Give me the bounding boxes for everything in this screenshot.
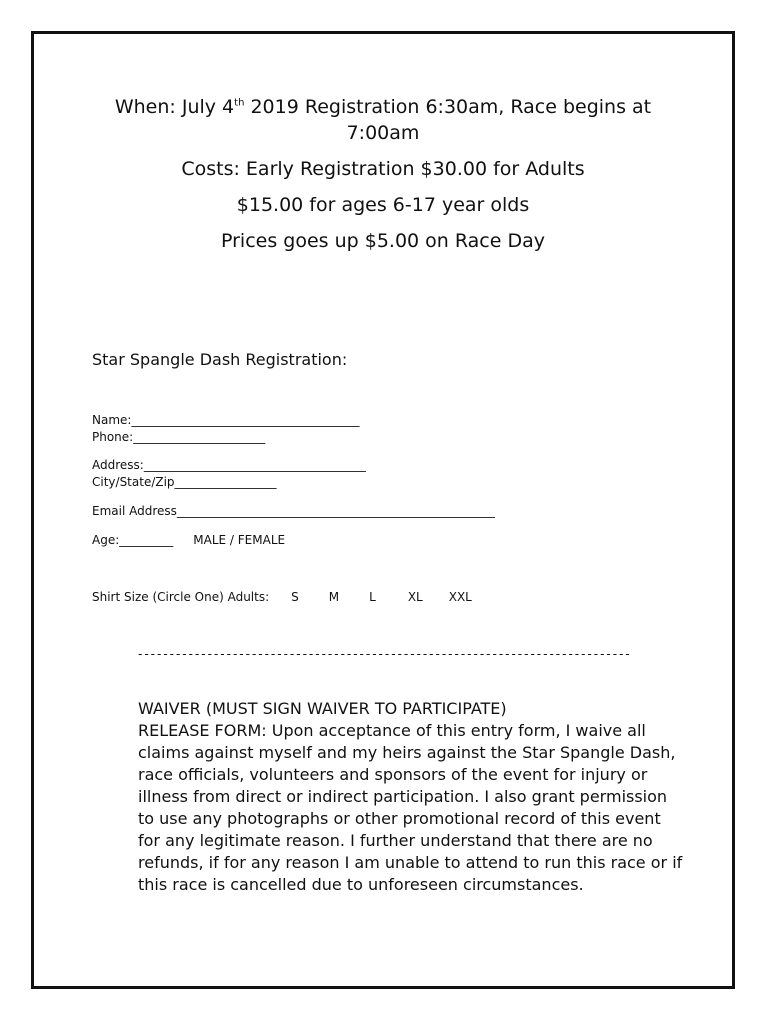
shirt-size-l[interactable]: L	[369, 590, 376, 604]
waiver-title: WAIVER (MUST SIGN WAIVER TO PARTICIPATE)	[138, 699, 507, 718]
shirt-size-xxl[interactable]: XXL	[448, 590, 472, 604]
event-info-header	[34, 94, 732, 254]
shirt-size-row	[92, 590, 472, 604]
age-field	[92, 533, 285, 548]
email-field[interactable]: Email Address_____________________________________________________	[92, 504, 495, 518]
name-field[interactable]: Name:______________________________________	[92, 413, 360, 427]
address-field[interactable]: Address:_____________________________________	[92, 458, 366, 472]
registration-title: Star Spangle Dash Registration:	[92, 350, 348, 369]
waiver-body: RELEASE FORM: Upon acceptance of this entry form, I waive all claims against myself and my heirs against the Star Spangle Dash, race officials, volunteers and sponsors of the event for injury or illness from direct or indirect participation. I also grant permission to use any photographs or other promotional record of this event for any legitimate reason. I further understand that there are no refunds, if for any reason I am unable to attend to run this race or if this race is cancelled due to unforeseen circumstances.	[138, 721, 683, 894]
waiver-section	[138, 698, 683, 896]
phone-field[interactable]: Phone:______________________	[92, 430, 266, 444]
cut-line-separator: ------------------------------------------------------------------------------	[138, 647, 632, 661]
when-prefix: When: July 4	[114, 96, 235, 118]
shirt-size-xl[interactable]: XL	[407, 590, 423, 604]
when-suffix: 2019 Registration 6:30am, Race begins at 7:00am	[244, 96, 652, 144]
event-when	[83, 94, 683, 146]
when-superscript: th	[234, 97, 245, 109]
event-race-day-price: Prices goes up $5.00 on Race Day	[220, 230, 545, 252]
shirt-size-m[interactable]: M	[328, 590, 340, 604]
event-costs: Costs: Early Registration $30.00 for Adults	[181, 158, 585, 180]
registration-form-page	[31, 31, 735, 989]
gender-option[interactable]: MALE / FEMALE	[193, 533, 286, 547]
event-youth-cost: $15.00 for ages 6-17 year olds	[236, 194, 530, 216]
city-state-zip-field[interactable]: City/State/Zip_________________	[92, 475, 277, 489]
shirt-size-s[interactable]: S	[291, 590, 299, 604]
shirt-size-label: Shirt Size (Circle One) Adults:	[92, 590, 270, 604]
age-input[interactable]: Age:_________	[92, 533, 174, 547]
